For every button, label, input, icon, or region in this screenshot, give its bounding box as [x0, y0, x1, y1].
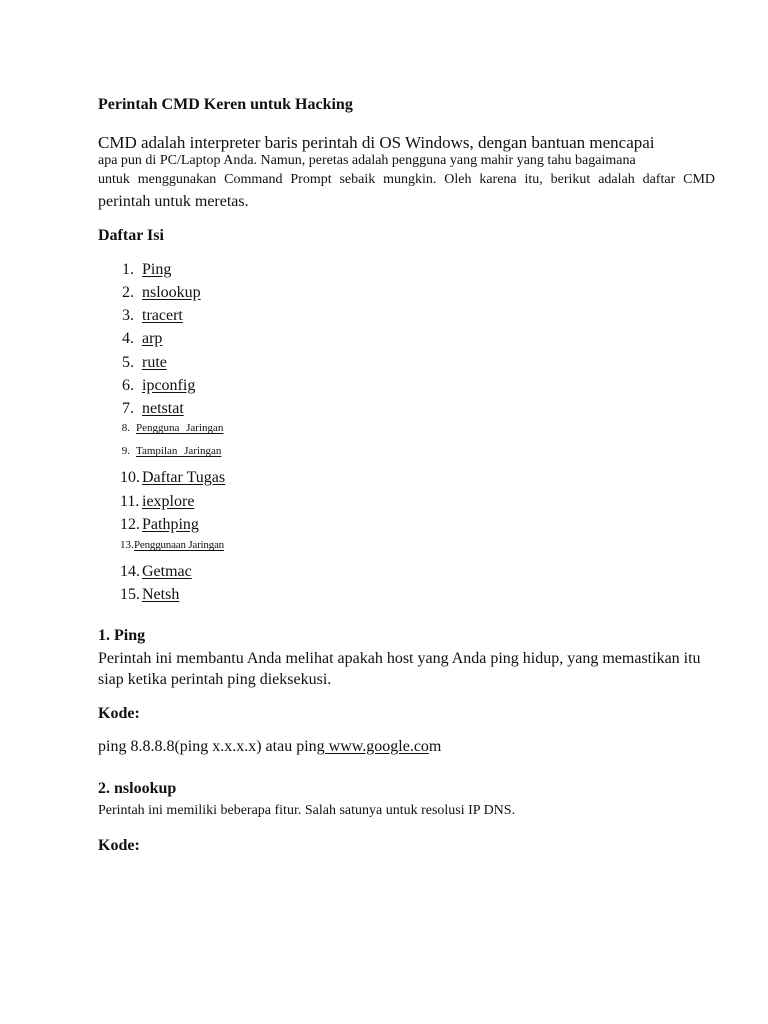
toc-link[interactable]: Netsh	[142, 586, 180, 603]
toc-number: 7.	[122, 400, 134, 417]
toc-link[interactable]: Daftar Tugas	[142, 469, 226, 486]
toc-link[interactable]: Penggunaan Jaringan	[134, 539, 224, 551]
intro-line-3: untuk menggunakan Command Prompt sebaik mungkin. Oleh karena itu, berikut adalah daftar CMD	[98, 172, 715, 187]
toc-link[interactable]: Pengguna Jaringan	[136, 422, 224, 434]
toc-number: 12.	[120, 516, 140, 533]
toc-number: 15.	[120, 586, 140, 603]
toc-link[interactable]: netstat	[142, 400, 184, 417]
toc-number: 5.	[122, 354, 134, 371]
toc-link[interactable]: tracert	[142, 307, 183, 324]
code-text: ping 8.8.8.8(ping x.x.x.x) atau pin	[98, 738, 317, 755]
code-line	[98, 738, 441, 756]
toc-number: 11.	[120, 493, 140, 510]
toc-heading: Daftar Isi	[98, 227, 164, 244]
toc-number: 14.	[120, 563, 140, 580]
toc-number: 1.	[122, 261, 134, 278]
section-heading-nslookup: 2. nslookup	[98, 780, 177, 797]
intro-line-1: CMD adalah interpreter baris perintah di OS Windows, dengan bantuan mencapai	[98, 133, 655, 152]
toc-link[interactable]: arp	[142, 330, 163, 347]
document-title: Perintah CMD Keren untuk Hacking	[98, 96, 353, 113]
toc-link[interactable]: Ping	[142, 261, 172, 278]
toc-number: 3.	[122, 307, 134, 324]
intro-line-4: perintah untuk meretas.	[98, 193, 249, 210]
code-text: m	[428, 738, 442, 755]
toc-link[interactable]: Getmac	[142, 563, 192, 580]
toc-link[interactable]: nslookup	[142, 284, 201, 301]
code-link[interactable]: g www.google.co	[316, 738, 429, 755]
toc-number: 4.	[122, 330, 134, 347]
section-body-line: Perintah ini memiliki beberapa fitur. Salah satunya untuk resolusi IP DNS.	[98, 803, 516, 818]
toc-link[interactable]: rute	[142, 354, 167, 371]
toc-number: 8.	[121, 422, 130, 434]
section-heading-ping: 1. Ping	[98, 627, 146, 644]
toc-number: 9.	[121, 445, 130, 457]
toc-number: 10.	[120, 469, 140, 486]
code-heading: Kode:	[98, 705, 140, 722]
section-body-line: siap ketika perintah ping dieksekusi.	[98, 671, 332, 688]
code-heading: Kode:	[98, 837, 140, 854]
toc-link[interactable]: ipconfig	[142, 377, 196, 394]
toc-link[interactable]: iexplore	[142, 493, 195, 510]
toc-number: 6.	[122, 377, 134, 394]
section-body-line: Perintah ini membantu Anda melihat apakah host yang Anda ping hidup, yang memastikan itu	[98, 650, 701, 667]
toc-number: 2.	[122, 284, 134, 301]
toc-number: 13.	[120, 539, 134, 551]
toc-link[interactable]: Tampilan Jaringan	[136, 445, 222, 457]
toc-link[interactable]: Pathping	[142, 516, 199, 533]
intro-line-2: apa pun di PC/Laptop Anda. Namun, peretas adalah pengguna yang mahir yang tahu bagaimana	[98, 153, 636, 168]
